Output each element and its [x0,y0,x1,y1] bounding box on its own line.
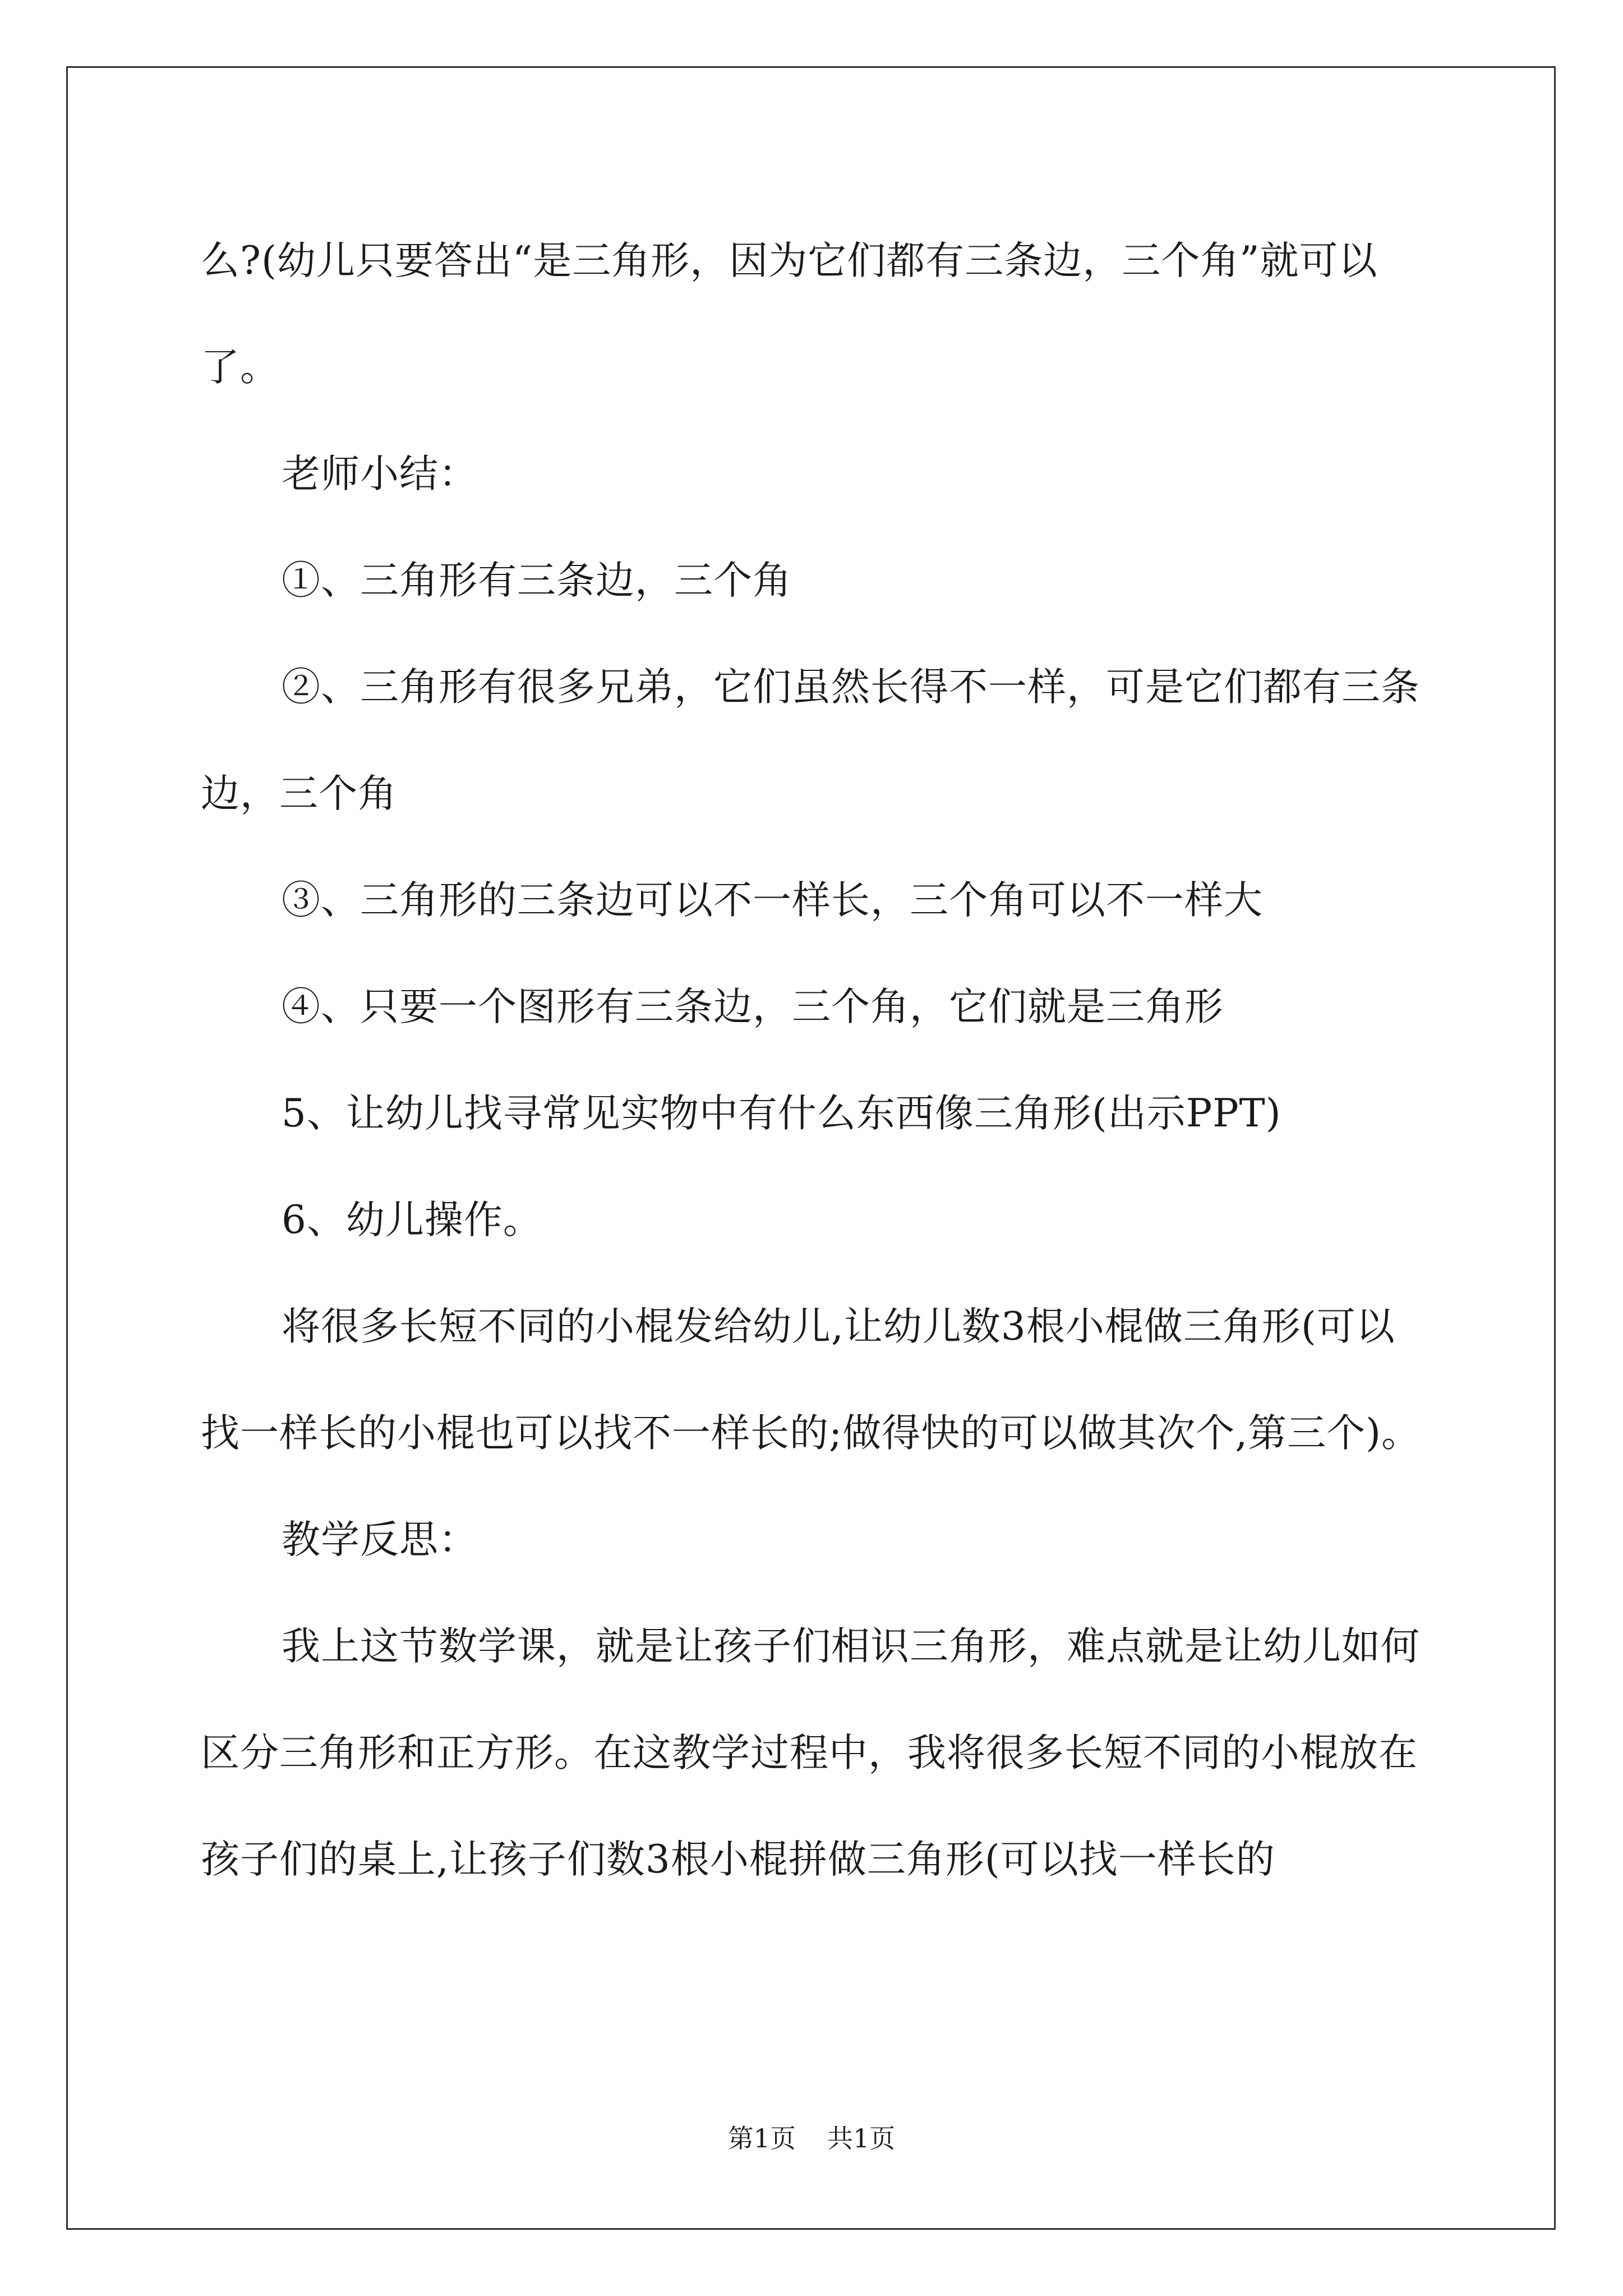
page-footer [0,2122,1623,2155]
step-6: 6、幼儿操作。 [282,1198,542,1243]
reflection-heading: 教学反思： [282,1517,478,1562]
summary-point-2: ②、三角形有很多兄弟，它们虽然长得不一样，可是它们都有三条边，三个角 [201,665,1420,816]
page-number: 第1页 [727,2123,796,2154]
document-body [201,208,1430,1913]
summary-point-1: ①、三角形有三条边，三个角 [282,558,792,603]
page-total: 共1页 [827,2123,896,2154]
teacher-summary-heading: 老师小结： [282,452,478,496]
operation-paragraph: 将很多长短不同的小棍发给幼儿,让幼儿数3根小棍做三角形(可以找一样长的小棍也可以找不一样长的;做得快的可以做其次个,第三个)。 [201,1304,1421,1456]
summary-point-3: ③、三角形的三条边可以不一样长，三个角可以不一样大 [282,878,1263,923]
paragraph-1: 么?(幼儿只要答出“是三角形，因为它们都有三条边，三个角”就可以了。 [201,238,1378,390]
step-5: 5、让幼儿找寻常见实物中有什么东西像三角形(出示PPT) [282,1091,1281,1136]
summary-point-4: ④、只要一个图形有三条边，三个角，它们就是三角形 [282,984,1224,1029]
reflection-paragraph: 我上这节数学课，就是让孩子们相识三角形，难点就是让幼儿如何区分三角形和正方形。在这教学过程中，我将很多长短不同的小棍放在孩子们的桌上,让孩子们数3根小棍拼做三角形(可以找一样长的 [201,1624,1420,1882]
